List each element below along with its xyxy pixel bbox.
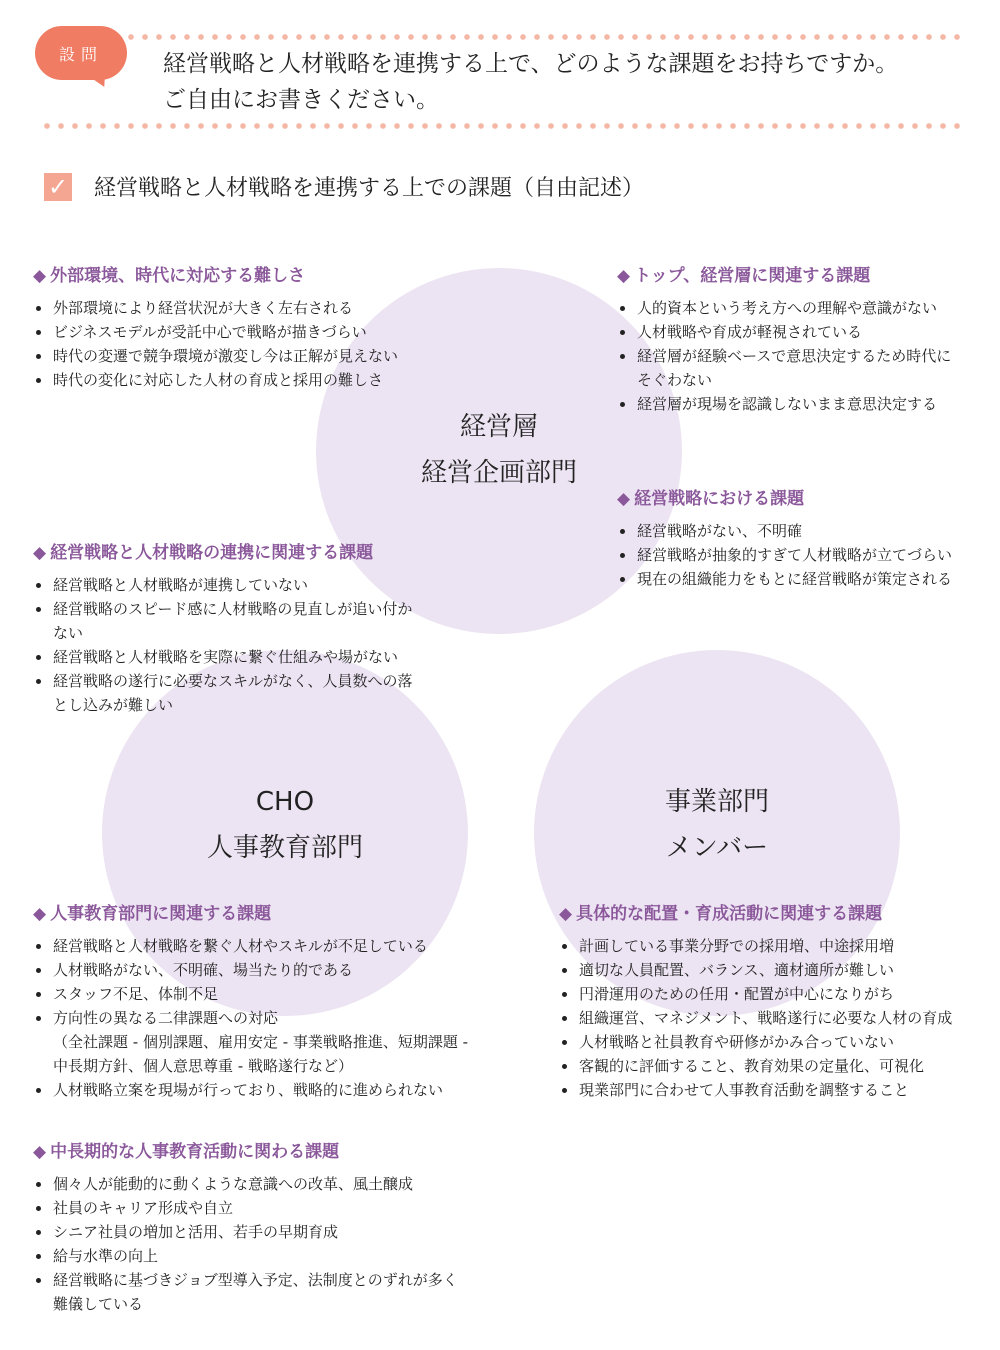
list-item: 経営戦略がない、不明確 xyxy=(617,519,952,543)
list-item: 計画している事業分野での採用増、中途採用増 xyxy=(559,934,952,958)
checkbox-icon: ✓ xyxy=(44,173,72,201)
circle-right-line-2: メンバー xyxy=(665,833,769,863)
section-title: ◆ 具体的な配置・育成活動に関連する課題 xyxy=(559,904,883,924)
section-placement xyxy=(559,899,952,1102)
list-item: 現業部門に合わせて人事教育活動を調整すること xyxy=(559,1078,952,1102)
circle-left-label xyxy=(185,779,385,871)
subtitle-text: 経営戦略と人材戦略を連携する上での課題（自由記述） xyxy=(94,176,645,201)
list-item: 人材戦略立案を現場が行っており、戦略的に進められない xyxy=(33,1078,468,1102)
question-line-1: 経営戦略と人材戦略を連携する上で、どのような課題をお持ちですか。 xyxy=(163,51,899,77)
section-linkage xyxy=(33,538,413,717)
list-item: 客観的に評価すること、教育効果の定量化、可視化 xyxy=(559,1054,952,1078)
circle-right-label xyxy=(617,779,817,871)
list-item: 時代の変遷で競争環境が激変し今は正解が見えない xyxy=(33,344,398,368)
list-item: 難儀している xyxy=(53,1295,144,1313)
diamond-icon: ◆ xyxy=(33,543,47,563)
list-item: スタッフ不足、体制不足 xyxy=(33,982,468,1006)
circle-right-line-1: 事業部門 xyxy=(664,787,769,817)
section-strategy xyxy=(617,484,952,591)
subtitle xyxy=(44,171,644,202)
section-hr xyxy=(33,899,468,1102)
circle-top-line-1: 経営層 xyxy=(459,412,538,442)
list-item: 経営戦略に基づきジョブ型導入予定、法制度とのずれが多く xyxy=(33,1268,458,1292)
question-line-2: ご自由にお書きください。 xyxy=(163,87,439,113)
circle-top-line-2: 経営企画部門 xyxy=(420,458,577,488)
diamond-icon: ◆ xyxy=(33,1142,47,1162)
diamond-icon: ◆ xyxy=(617,489,631,509)
section-title: ◆ 経営戦略における課題 xyxy=(617,489,805,509)
question-text xyxy=(163,46,898,118)
diamond-icon: ◆ xyxy=(559,904,573,924)
list-item: 給与水準の向上 xyxy=(33,1244,458,1268)
section-title: ◆ 経営戦略と人材戦略の連携に関連する課題 xyxy=(33,543,374,563)
list-item: 人材戦略と社員教育や研修がかみ合っていない xyxy=(559,1030,952,1054)
list-item: 社員のキャリア形成や自立 xyxy=(33,1196,458,1220)
section-external xyxy=(33,261,398,392)
list-item: 個々人が能動的に動くような意識への改革、風土醸成 xyxy=(33,1172,458,1196)
list-item: 経営戦略のスピード感に人材戦略の見直しが追い付か xyxy=(33,597,413,621)
list-item: 中長期方針、個人意思尊重 - 戦略遂行など） xyxy=(53,1057,353,1075)
section-title: ◆ 人事教育部門に関連する課題 xyxy=(33,904,272,924)
list-item: 人材戦略や育成が軽視されている xyxy=(617,320,951,344)
list-item: （全社課題 - 個別課題、雇用安定 - 事業戦略推進、短期課題 - xyxy=(53,1033,469,1051)
list-item: 外部環境により経営状況が大きく左右される xyxy=(33,296,398,320)
list-item: 時代の変化に対応した人材の育成と採用の難しさ xyxy=(33,368,398,392)
diamond-icon: ◆ xyxy=(33,904,47,924)
bottom-dotted-divider xyxy=(40,123,960,129)
list-item: 現在の組織能力をもとに経営戦略が策定される xyxy=(617,567,952,591)
list-item: 経営戦略と人材戦略を繋ぐ人材やスキルが不足している xyxy=(33,934,468,958)
list-item: 経営戦略と人材戦略が連携していない xyxy=(33,573,413,597)
list-item: 経営戦略と人材戦略を実際に繋ぐ仕組みや場がない xyxy=(33,645,413,669)
list-item: 適切な人員配置、バランス、適材適所が難しい xyxy=(559,958,952,982)
section-top-mgmt xyxy=(617,261,951,416)
list-item: とし込みが難しい xyxy=(53,696,174,714)
top-dotted-divider xyxy=(40,34,960,40)
list-item: ない xyxy=(53,624,84,642)
section-title: ◆ 中長期的な人事教育活動に関わる課題 xyxy=(33,1142,340,1162)
diamond-icon: ◆ xyxy=(33,266,47,286)
list-item: 経営戦略の遂行に必要なスキルがなく、人員数への落 xyxy=(33,669,413,693)
section-title: ◆ 外部環境、時代に対応する難しさ xyxy=(33,266,306,286)
circle-left-line-1: CHO xyxy=(255,787,315,817)
list-item: 円滑運用のための任用・配置が中心になりがち xyxy=(559,982,952,1006)
list-item: 組織運営、マネジメント、戦略遂行に必要な人材の育成 xyxy=(559,1006,952,1030)
list-item: 経営層が現場を認識しないまま意思決定する xyxy=(617,392,951,416)
list-item: 人的資本という考え方への理解や意識がない xyxy=(617,296,951,320)
question-badge: 設問 xyxy=(35,26,127,80)
list-item: シニア社員の増加と活用、若手の早期育成 xyxy=(33,1220,458,1244)
list-item: 方向性の異なる二律課題への対応 xyxy=(33,1006,468,1030)
list-item: 経営戦略が抽象的すぎて人材戦略が立てづらい xyxy=(617,543,952,567)
section-longterm xyxy=(33,1137,458,1316)
list-item: そぐわない xyxy=(637,371,713,389)
circle-top-label xyxy=(399,404,599,496)
list-item: 人材戦略がない、不明確、場当たり的である xyxy=(33,958,468,982)
circle-left-line-2: 人事教育部門 xyxy=(206,833,363,863)
list-item: ビジネスモデルが受託中心で戦略が描きづらい xyxy=(33,320,398,344)
diamond-icon: ◆ xyxy=(617,266,631,286)
section-title: ◆ トップ、経営層に関連する課題 xyxy=(617,266,871,286)
list-item: 経営層が経験ベースで意思決定するため時代に xyxy=(617,344,951,368)
